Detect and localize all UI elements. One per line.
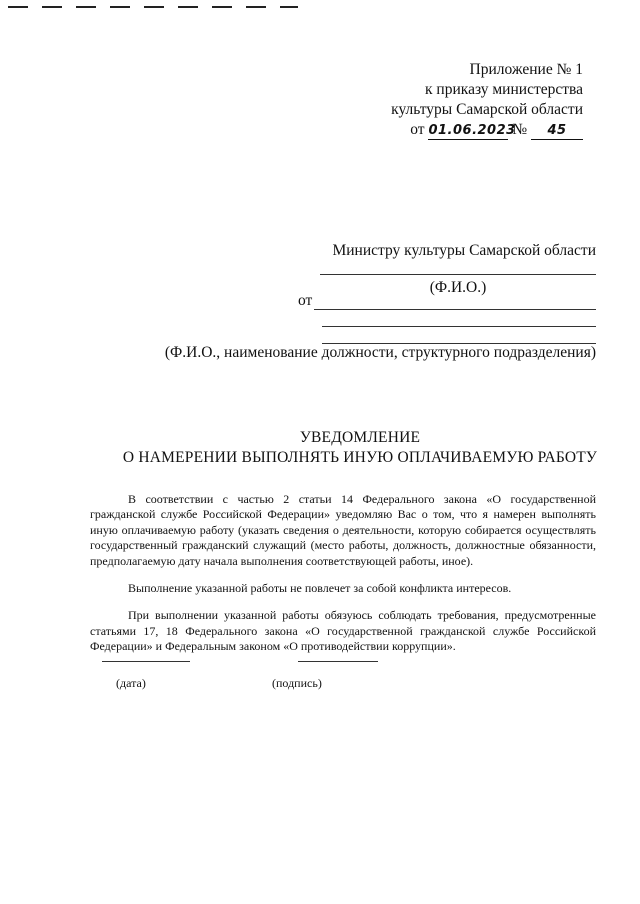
- body-paragraph-3: При выполнении указанной работы обязуюсь соблюдать требования, предусмотренные статьями 17, 18 Федерального закона «О государственной гражданской службе Российской Федерации» и Федеральным законом «О противодействии коррупции».: [90, 608, 596, 654]
- addressee-fio-line: [320, 274, 596, 275]
- sender-line-1: [314, 297, 596, 310]
- number-prefix: №: [512, 121, 528, 138]
- sender-line-2: [322, 326, 596, 327]
- sender-block: [298, 292, 596, 344]
- appendix-date-row: [391, 120, 583, 140]
- date-prefix: от: [410, 121, 425, 138]
- signature-label: (подпись): [272, 676, 322, 690]
- date-line: [102, 660, 190, 662]
- appendix-line-1: Приложение № 1: [469, 61, 583, 78]
- body-paragraph-1: В соответствии с частью 2 статьи 14 Федерального закона «О государственной гражданской службе Российской Федерации» уведомляю Вас о том, что я намерен выполнять иную оплачиваемую работу (указать сведения о деятельности, которую собирается осуществлять государственный гражданский служащий (место работы, должность, должностные обязанности, предполагаемую дату начала выполнения соответствующей работы, иное).: [90, 492, 596, 568]
- appendix-line-2: к приказу министерства: [425, 81, 583, 98]
- from-label: от: [298, 292, 313, 309]
- appendix-line-3: культуры Самарской области: [391, 101, 583, 118]
- document-title: [100, 428, 620, 468]
- title-line-2: О НАМЕРЕНИИ ВЫПОЛНЯТЬ ИНУЮ ОПЛАЧИВАЕМУЮ РАБОТУ: [122, 449, 598, 466]
- addressee-block: [320, 240, 596, 297]
- date-label: (дата): [116, 676, 146, 690]
- body-paragraph-2: Выполнение указанной работы не повлечет за собой конфликта интересов.: [128, 581, 512, 596]
- addressee-to: Министру культуры Самарской области: [332, 242, 596, 259]
- addressee-fio-label: (Ф.И.О.): [429, 279, 487, 296]
- order-date: 01.06.2023: [428, 123, 516, 138]
- order-number: 45: [547, 123, 567, 138]
- scan-artifact-dashes: [8, 6, 298, 8]
- sender-fio-note: (Ф.И.О., наименование должности, структурного подразделения): [164, 344, 596, 361]
- document-body: [90, 492, 596, 655]
- signature-line: [298, 660, 378, 662]
- appendix-header: [391, 60, 583, 140]
- title-line-1: УВЕДОМЛЕНИЕ: [299, 429, 421, 446]
